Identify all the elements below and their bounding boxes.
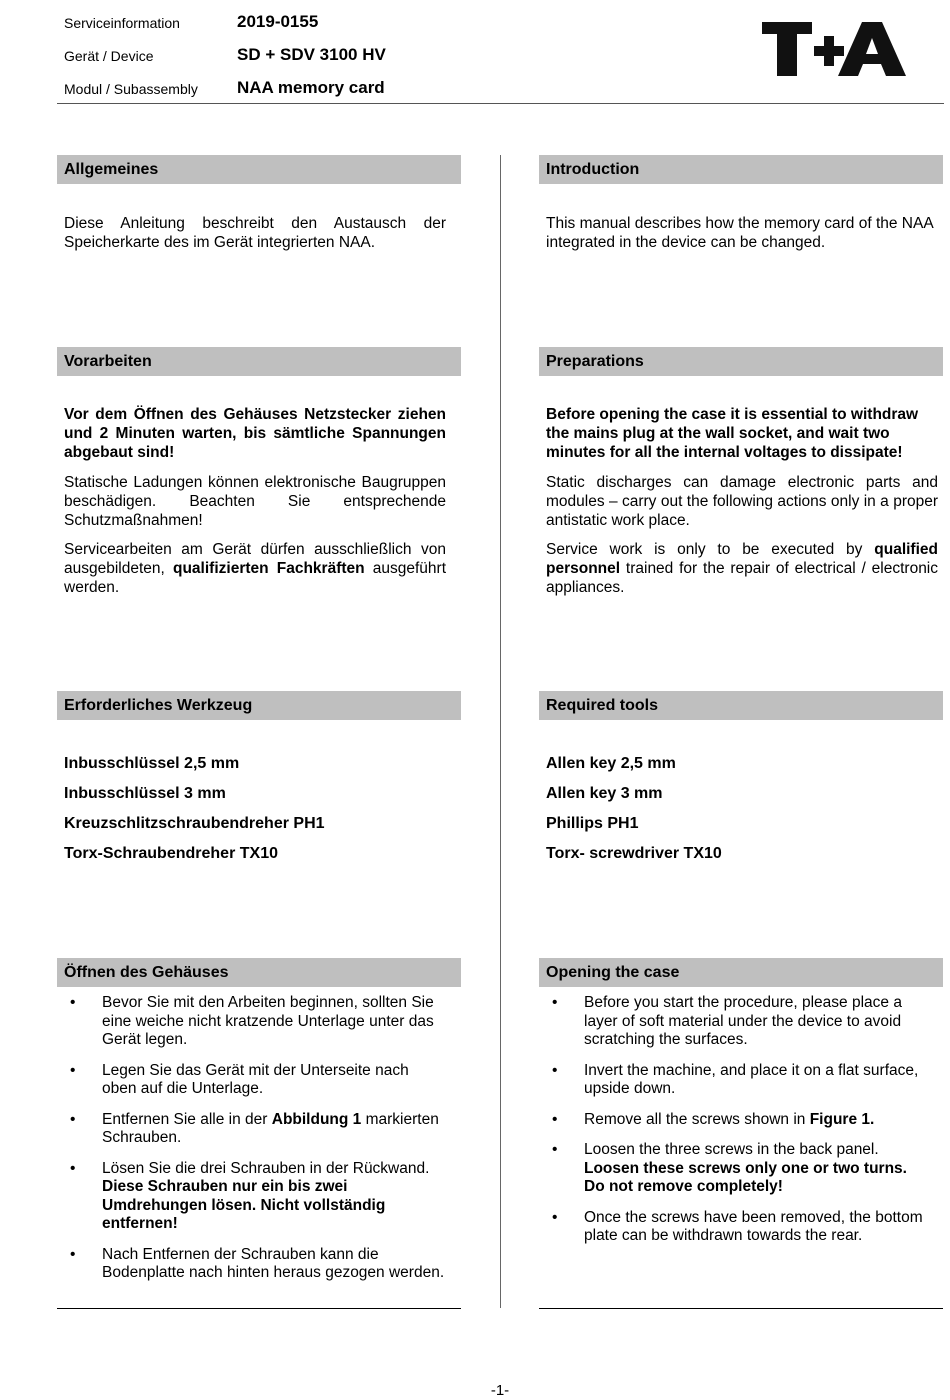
list-item	[57, 1062, 461, 1099]
tool-item: Phillips PH1	[546, 815, 639, 832]
tool-item: Torx-Schraubendreher TX10	[64, 845, 278, 862]
tool-item: Torx- screwdriver TX10	[546, 845, 722, 862]
service-note-end: ausgeführt werden.	[64, 560, 447, 596]
list-item	[539, 1062, 943, 1099]
step-text-start: Remove all the screws shown in	[584, 1110, 806, 1128]
bullet-icon: •	[552, 1061, 558, 1079]
column-divider	[500, 155, 501, 1308]
figure-reference: Abbildung 1	[271, 1110, 362, 1128]
step-text-start: Entfernen Sie alle in der	[102, 1110, 268, 1128]
prep-warning: Vor dem Öffnen des Gehäuses Netzstecker ziehen und 2 Minuten warten, bis sämtliche Spannungen abgebaut sind!	[64, 406, 446, 461]
opening-steps-list	[539, 994, 943, 1246]
step-text: Loosen the three screws in the back panel.	[584, 1141, 879, 1158]
service-note-bold: qualifizierten Fachkräften	[173, 560, 365, 577]
figure-reference: Figure 1.	[809, 1110, 875, 1128]
bullet-icon: •	[70, 1159, 76, 1177]
service-note-bold: qualified personnel	[546, 541, 938, 577]
step-text-end: markierten Schrauben.	[102, 1110, 439, 1146]
tool-item: Allen key 2,5 mm	[546, 755, 676, 772]
list-item	[539, 994, 943, 1050]
header-label-device: Gerät / Device	[64, 48, 154, 64]
section-title-opening-case: Opening the case	[539, 958, 943, 987]
header-label-subassembly: Modul / Subassembly	[64, 81, 198, 97]
prep-warning: Before opening the case it is essential to withdraw the mains plug at the wall socket, and wait two minutes for all the internal voltages to dissipate!	[546, 406, 919, 461]
step-warning: Loosen these screws only one or two turns. Do not remove completely!	[584, 1159, 907, 1195]
section-title-oeffnen: Öffnen des Gehäuses	[57, 958, 461, 987]
section-bottom-rule	[539, 1308, 943, 1309]
bullet-icon: •	[70, 1245, 76, 1263]
general-text: Diese Anleitung beschreibt den Austausch der Speicherkarte des im Gerät integrierten NAA.	[64, 215, 446, 251]
list-item	[539, 1111, 943, 1130]
header-value-serviceinfo: 2019-0155	[237, 12, 319, 31]
prep-service-note	[64, 540, 446, 597]
section-bottom-rule	[57, 1308, 461, 1309]
section-title-werkzeug: Erforderliches Werkzeug	[57, 691, 461, 720]
step-text: Legen Sie das Gerät mit der Unterseite nach oben auf die Unterlage.	[102, 1061, 409, 1097]
section-title-introduction: Introduction	[539, 155, 943, 184]
tool-item: Kreuzschlitzschraubendreher PH1	[64, 815, 325, 832]
list-item	[57, 1246, 461, 1283]
section-title-preparations: Preparations	[539, 347, 943, 376]
section-title-vorarbeiten: Vorarbeiten	[57, 347, 461, 376]
step-text: Bevor Sie mit den Arbeiten beginnen, sollten Sie eine weiche nicht kratzende Unterlage unter das Gerät legen.	[102, 994, 434, 1048]
general-text: This manual describes how the memory card of the NAA integrated in the device can be changed.	[546, 215, 933, 251]
tool-item: Allen key 3 mm	[546, 785, 663, 802]
bullet-icon: •	[552, 1110, 558, 1128]
step-text: Lösen Sie die drei Schrauben in der Rückwand.	[102, 1159, 430, 1177]
prep-static-note: Statische Ladungen können elektronische Baugruppen beschädigen. Beachten Sie entsprechende Schutzmaßnahmen!	[64, 474, 446, 529]
service-note-start: Service work is only to be executed by	[546, 541, 863, 558]
bullet-icon: •	[70, 994, 76, 1011]
list-item	[57, 1111, 461, 1148]
step-text: Nach Entfernen der Schrauben kann die Bodenplatte nach hinten heraus gezogen werden.	[102, 1245, 445, 1281]
tool-item: Inbusschlüssel 3 mm	[64, 785, 226, 802]
english-column	[539, 0, 943, 1400]
step-text: Before you start the procedure, please place a layer of soft material under the device to avoid scratching the surfaces.	[584, 994, 902, 1048]
list-item	[57, 994, 461, 1050]
bullet-icon: •	[70, 1110, 76, 1128]
german-column	[57, 0, 461, 1400]
step-text: Once the screws have been removed, the bottom plate can be withdrawn towards the rear.	[584, 1208, 923, 1244]
tool-item: Inbusschlüssel 2,5 mm	[64, 755, 240, 772]
prep-static-note: Static discharges can damage electronic parts and modules – carry out the following actions only in a proper antistatic work place.	[546, 474, 938, 529]
step-warning: Diese Schrauben nur ein bis zwei Umdrehungen lösen. Nicht vollständig entfernen!	[102, 1178, 386, 1232]
page-number: -1-	[490, 1382, 510, 1399]
step-text: Invert the machine, and place it on a flat surface, upside down.	[584, 1061, 919, 1097]
bullet-icon: •	[70, 1061, 76, 1079]
service-note-end: trained for the repair of electrical / electronic appliances.	[546, 560, 939, 596]
bullet-icon: •	[552, 994, 558, 1011]
list-item	[539, 1209, 943, 1246]
section-title-required-tools: Required tools	[539, 691, 943, 720]
opening-steps-list	[57, 994, 461, 1283]
bullet-icon: •	[552, 1208, 558, 1226]
section-title-allgemeines: Allgemeines	[57, 155, 461, 184]
list-item	[539, 1141, 943, 1197]
list-item	[57, 1160, 461, 1234]
service-note-start: Servicearbeiten am Gerät dürfen ausschließlich von ausgebildeten,	[64, 541, 446, 577]
header-label-serviceinfo: Serviceinformation	[64, 15, 180, 31]
header-value-subassembly: NAA memory card	[237, 78, 385, 97]
header-value-device: SD + SDV 3100 HV	[237, 45, 386, 64]
prep-service-note	[546, 540, 938, 597]
bullet-icon: •	[552, 1141, 558, 1158]
